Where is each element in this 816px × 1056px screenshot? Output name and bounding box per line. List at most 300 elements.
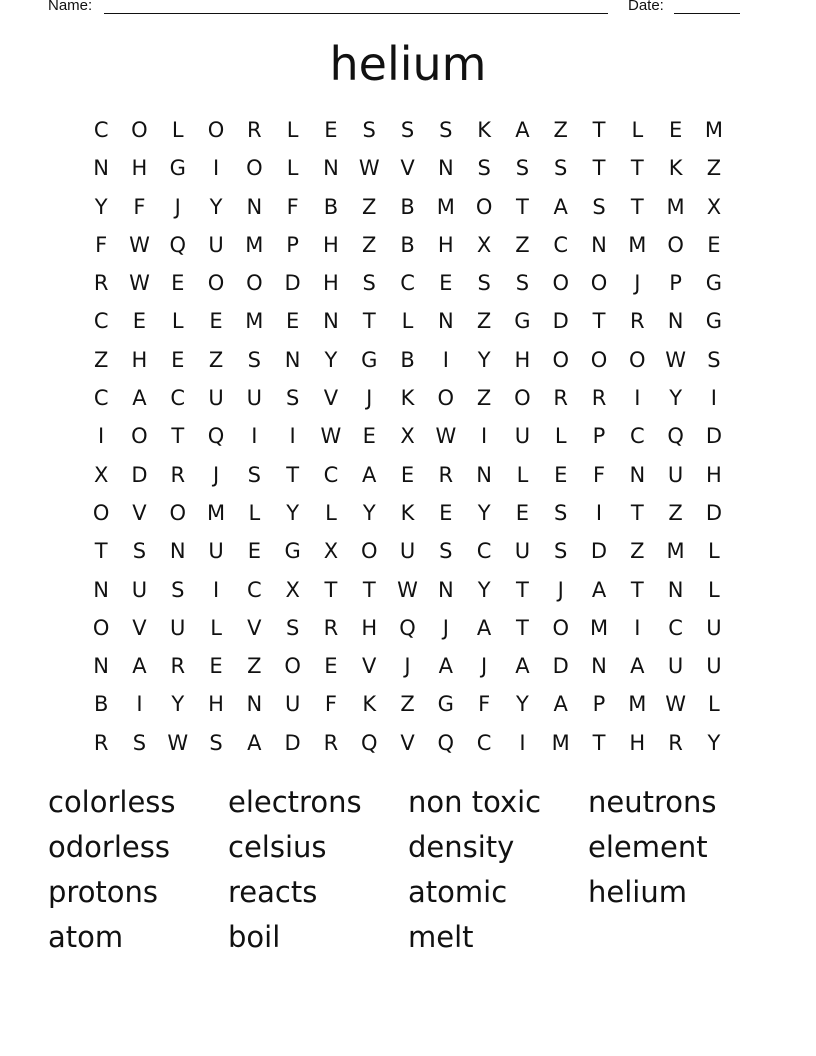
grid-letter: M xyxy=(206,500,226,525)
grid-letter: E xyxy=(324,654,338,679)
grid-letter: T xyxy=(630,194,644,219)
grid-letter: S xyxy=(477,156,491,181)
grid-letter: N xyxy=(246,194,263,219)
grid-letter: P xyxy=(592,692,606,717)
grid-letter: M xyxy=(551,730,570,755)
grid-letter: W xyxy=(397,577,418,602)
grid-letter: S xyxy=(439,539,453,564)
grid-letter: I xyxy=(634,615,641,640)
grid-letter: L xyxy=(248,500,261,525)
grid-letter: F xyxy=(133,194,146,219)
grid-letter: T xyxy=(630,500,644,525)
grid-letter: L xyxy=(171,309,184,334)
grid-letter: Z xyxy=(93,347,109,372)
grid-letter: W xyxy=(129,232,150,257)
grid-letter: E xyxy=(209,654,223,679)
grid-letter: O xyxy=(284,654,301,679)
grid-letter: E xyxy=(400,462,415,487)
grid-letter: I xyxy=(710,386,717,411)
word-list-item: melt xyxy=(408,920,474,954)
grid-letter: N xyxy=(667,577,684,602)
grid-letter: D xyxy=(552,309,569,334)
word-list-item: non toxic xyxy=(408,785,542,819)
grid-letter: Y xyxy=(477,500,491,525)
grid-letter: J xyxy=(404,654,411,679)
word-list-item: helium xyxy=(588,875,687,909)
grid-letter: D xyxy=(131,462,148,487)
grid-letter: Z xyxy=(515,232,530,257)
grid-letter: A xyxy=(515,118,530,142)
grid-letter: E xyxy=(209,309,223,334)
grid-letter: N xyxy=(437,577,454,602)
grid-letter: I xyxy=(519,730,526,755)
grid-letter: O xyxy=(131,118,148,142)
grid-letter: S xyxy=(132,730,147,755)
grid-letter: R xyxy=(170,462,186,487)
name-label: Name: xyxy=(48,0,93,14)
grid-letter: T xyxy=(630,577,644,602)
grid-letter: D xyxy=(284,271,301,296)
grid-letter: C xyxy=(668,615,683,640)
grid-letter: E xyxy=(515,500,530,525)
grid-letter: M xyxy=(666,539,685,564)
grid-letter: S xyxy=(707,347,721,372)
grid-letter: Y xyxy=(94,194,108,219)
grid-letter: W xyxy=(167,730,189,755)
grid-letter: O xyxy=(437,386,455,411)
grid-letter: I xyxy=(98,424,105,449)
grid-letter: L xyxy=(401,309,414,334)
grid-letter: T xyxy=(592,118,606,142)
grid-letter: O xyxy=(590,271,608,296)
grid-letter: S xyxy=(285,386,300,411)
grid-letter: L xyxy=(631,118,644,142)
word-list-item: neutrons xyxy=(588,785,717,819)
grid-letter: I xyxy=(212,577,220,602)
grid-letter: O xyxy=(360,539,378,564)
grid-letter: V xyxy=(362,654,377,679)
grid-letter: Z xyxy=(476,386,492,411)
grid-letter: W xyxy=(129,271,150,296)
grid-letter: J xyxy=(557,577,564,602)
grid-letter: T xyxy=(362,577,376,602)
word-list-item: colorless xyxy=(48,785,176,819)
word-list-item: atomic xyxy=(408,875,508,909)
grid-letter: O xyxy=(169,500,186,525)
grid-letter: U xyxy=(514,424,531,449)
grid-letter: A xyxy=(362,462,377,487)
grid-letter: U xyxy=(667,654,684,679)
grid-letter: P xyxy=(286,232,299,257)
grid-letter: D xyxy=(284,730,301,755)
grid-letter: W xyxy=(435,424,457,449)
grid-letter: A xyxy=(515,654,530,679)
grid-letter: Q xyxy=(360,730,378,755)
grid-letter: B xyxy=(400,232,415,257)
grid-letter: X xyxy=(93,462,109,487)
grid-letter: M xyxy=(704,118,723,142)
grid-letter: Q xyxy=(667,424,684,449)
grid-letter: T xyxy=(592,730,606,755)
grid-letter: N xyxy=(323,309,339,334)
grid-letter: U xyxy=(208,232,224,257)
grid-letter: D xyxy=(705,424,722,449)
grid-letter: O xyxy=(131,424,148,449)
grid-letter: M xyxy=(628,232,647,257)
grid-letter: M xyxy=(589,615,609,640)
grid-letter: N xyxy=(591,654,607,679)
grid-letter: G xyxy=(514,309,531,334)
grid-letter: J xyxy=(366,386,373,411)
grid-letter: D xyxy=(705,500,722,525)
grid-letter: S xyxy=(515,271,530,296)
grid-letter: T xyxy=(516,615,529,640)
grid-letter: G xyxy=(284,539,301,564)
grid-letter: G xyxy=(169,156,186,181)
grid-letter: T xyxy=(630,156,644,181)
grid-letter: I xyxy=(481,424,488,449)
word-list xyxy=(48,780,768,960)
grid-letter: V xyxy=(323,386,339,411)
grid-letter: Y xyxy=(707,730,721,755)
word-list-item: protons xyxy=(48,875,159,909)
grid-letter: S xyxy=(400,118,415,142)
grid-letter: L xyxy=(554,424,567,449)
grid-letter: I xyxy=(442,347,449,372)
date-label: Date: xyxy=(628,0,664,14)
grid-letter: Z xyxy=(630,539,645,564)
word-list-item: boil xyxy=(228,920,281,954)
grid-letter: F xyxy=(592,462,606,487)
grid-letter: C xyxy=(553,232,569,257)
grid-letter: E xyxy=(171,271,185,296)
grid-letter: O xyxy=(207,271,225,296)
grid-letter: R xyxy=(553,386,568,411)
grid-letter: E xyxy=(285,309,300,334)
grid-letter: H xyxy=(208,692,224,717)
grid-letter: Y xyxy=(286,500,300,525)
grid-letter: Z xyxy=(247,654,262,679)
grid-letter: A xyxy=(247,730,262,755)
grid-letter: Y xyxy=(477,577,491,602)
grid-letter: U xyxy=(514,539,531,564)
grid-letter: S xyxy=(362,118,376,142)
grid-letter: L xyxy=(286,156,299,181)
grid-letter: V xyxy=(400,730,415,755)
grid-letter: L xyxy=(708,539,720,564)
grid-letter: J xyxy=(212,462,220,487)
grid-letter: U xyxy=(131,577,148,602)
grid-letter: C xyxy=(476,539,492,564)
grid-letter: S xyxy=(171,577,185,602)
grid-letter: W xyxy=(665,347,686,372)
grid-letter: N xyxy=(437,156,454,181)
grid-letter: A xyxy=(553,194,568,219)
grid-letter: B xyxy=(323,194,339,219)
grid-letter: R xyxy=(93,271,109,296)
grid-letter: O xyxy=(552,271,569,296)
grid-letter: X xyxy=(285,577,300,602)
grid-letter: N xyxy=(93,156,109,181)
grid-letter: J xyxy=(174,194,181,219)
grid-letter: E xyxy=(439,271,453,296)
word-list-item: celsius xyxy=(228,830,327,864)
grid-letter: H xyxy=(323,232,339,257)
grid-letter: N xyxy=(93,577,109,602)
grid-letter: T xyxy=(362,309,376,334)
grid-letter: Z xyxy=(476,309,492,334)
grid-letter: A xyxy=(132,654,147,679)
grid-letter: S xyxy=(247,347,261,372)
grid-letter: N xyxy=(629,462,646,487)
grid-letter: K xyxy=(477,118,491,142)
grid-letter: L xyxy=(171,118,184,142)
grid-letter: Q xyxy=(399,615,416,640)
grid-letter: X xyxy=(706,194,722,219)
grid-letter: I xyxy=(634,386,641,411)
grid-letter: N xyxy=(476,462,492,487)
grid-letter: N xyxy=(437,309,454,334)
grid-letter: C xyxy=(93,386,109,411)
grid-letter: C xyxy=(400,271,415,296)
grid-letter: K xyxy=(400,500,415,525)
grid-letter: H xyxy=(131,347,148,372)
grid-letter: E xyxy=(247,539,261,564)
grid-letter: U xyxy=(208,539,224,564)
grid-letter: G xyxy=(437,692,454,717)
grid-letter: T xyxy=(592,156,606,181)
grid-letter: X xyxy=(476,232,492,257)
grid-letter: N xyxy=(323,156,339,181)
grid-letter: E xyxy=(439,500,453,525)
grid-letter: O xyxy=(514,386,531,411)
grid-letter: C xyxy=(93,309,109,334)
grid-letter: R xyxy=(591,386,607,411)
grid-letter: X xyxy=(400,424,415,449)
grid-letter: N xyxy=(93,654,109,679)
grid-letter: V xyxy=(132,615,147,640)
grid-letter: M xyxy=(666,194,685,219)
word-list-item: density xyxy=(408,830,515,864)
grid-letter: M xyxy=(245,232,264,257)
grid-letter: O xyxy=(629,347,646,372)
grid-letter: S xyxy=(362,271,376,296)
grid-letter: F xyxy=(478,692,491,717)
grid-letter: S xyxy=(132,539,147,564)
grid-letter: S xyxy=(477,271,491,296)
grid-letter: H xyxy=(706,462,722,487)
grid-letter: P xyxy=(669,271,682,296)
grid-letter: Y xyxy=(516,692,529,717)
grid-letter: I xyxy=(289,424,296,449)
grid-letter: C xyxy=(247,577,262,602)
grid-letter: I xyxy=(136,692,143,717)
word-list-item: electrons xyxy=(228,785,362,819)
grid-letter: L xyxy=(286,118,299,142)
grid-letter: A xyxy=(476,615,492,640)
grid-letter: W xyxy=(358,156,380,181)
grid-letter: O xyxy=(552,347,569,372)
grid-letter: O xyxy=(207,118,225,142)
grid-letter: Q xyxy=(207,424,225,449)
grid-letter: F xyxy=(95,232,108,257)
grid-letter: C xyxy=(629,424,645,449)
grid-letter: M xyxy=(436,194,455,219)
grid-letter: M xyxy=(628,692,647,717)
grid-letter: R xyxy=(323,615,339,640)
grid-letter: B xyxy=(93,692,109,717)
grid-letter: O xyxy=(246,156,263,181)
grid-letter: W xyxy=(665,692,686,717)
grid-letter: G xyxy=(705,271,723,296)
grid-letter: E xyxy=(707,232,721,257)
grid-letter: O xyxy=(92,500,110,525)
grid-letter: A xyxy=(132,386,147,411)
word-list-item: element xyxy=(588,830,708,864)
grid-letter: G xyxy=(361,347,378,372)
grid-letter: J xyxy=(634,271,641,296)
grid-letter: E xyxy=(132,309,147,334)
grid-letter: T xyxy=(94,539,108,564)
grid-letter: N xyxy=(284,347,301,372)
grid-letter: H xyxy=(131,156,148,181)
grid-letter: Y xyxy=(477,347,491,372)
grid-letter: T xyxy=(516,194,529,219)
grid-letter: I xyxy=(251,424,258,449)
grid-letter: U xyxy=(706,615,722,640)
grid-letter: V xyxy=(400,156,415,181)
grid-letter: Y xyxy=(171,692,185,717)
date-write-line[interactable] xyxy=(674,13,740,14)
grid-letter: A xyxy=(630,654,645,679)
grid-letter: D xyxy=(552,654,569,679)
grid-letter: R xyxy=(438,462,454,487)
grid-letter: O xyxy=(92,615,110,640)
grid-letter: K xyxy=(400,386,415,411)
grid-letter: U xyxy=(284,692,301,717)
grid-letter: H xyxy=(361,615,378,640)
grid-letter: E xyxy=(554,462,568,487)
grid-letter: E xyxy=(668,118,683,142)
grid-letter: H xyxy=(629,730,646,755)
grid-letter: V xyxy=(247,615,262,640)
grid-letter: X xyxy=(323,539,339,564)
grid-letter: U xyxy=(667,462,684,487)
grid-letter: B xyxy=(400,347,415,372)
grid-letter: F xyxy=(286,194,299,219)
grid-letter: O xyxy=(552,615,569,640)
grid-letter: S xyxy=(592,194,606,219)
grid-letter: E xyxy=(324,118,338,142)
word-list-item: reacts xyxy=(228,875,318,909)
grid-letter: I xyxy=(212,156,220,181)
grid-letter: R xyxy=(668,730,683,755)
grid-letter: A xyxy=(438,654,453,679)
grid-letter: L xyxy=(708,692,720,717)
grid-letter: Y xyxy=(324,347,338,372)
grid-letter: L xyxy=(708,577,720,602)
grid-letter: T xyxy=(324,577,338,602)
grid-letter: Z xyxy=(362,232,377,257)
grid-letter: Q xyxy=(437,730,455,755)
word-list-item: odorless xyxy=(48,830,170,864)
grid-letter: E xyxy=(171,347,185,372)
grid-letter: U xyxy=(170,615,186,640)
grid-letter: J xyxy=(442,615,449,640)
grid-letter: R xyxy=(323,730,339,755)
grid-letter: Y xyxy=(669,386,683,411)
grid-letter: S xyxy=(515,156,530,181)
grid-letter: H xyxy=(437,232,454,257)
grid-letter: O xyxy=(246,271,263,296)
grid-letter: T xyxy=(516,577,529,602)
name-write-line[interactable] xyxy=(104,13,608,14)
grid-letter: G xyxy=(705,309,723,334)
grid-letter: T xyxy=(286,462,300,487)
letter-grid xyxy=(82,111,733,762)
grid-letter: R xyxy=(170,654,186,679)
grid-letter: Z xyxy=(362,194,377,219)
grid-letter: C xyxy=(323,462,339,487)
grid-letter: Z xyxy=(706,156,722,181)
grid-letter: U xyxy=(208,386,224,411)
grid-letter: Z xyxy=(553,118,568,142)
grid-letter: Z xyxy=(668,500,683,525)
grid-letter: Q xyxy=(169,232,186,257)
grid-letter: Y xyxy=(362,500,376,525)
grid-letter: Y xyxy=(209,194,223,219)
word-list-item: atom xyxy=(48,920,124,954)
grid-letter: N xyxy=(667,309,684,334)
grid-letter: E xyxy=(362,424,376,449)
grid-letter: K xyxy=(362,692,377,717)
grid-letter: S xyxy=(554,156,568,181)
grid-letter: P xyxy=(592,424,606,449)
grid-letter: L xyxy=(516,462,529,487)
grid-letter: S xyxy=(209,730,223,755)
header-line xyxy=(48,0,740,19)
grid-letter: I xyxy=(595,500,603,525)
grid-letter: Z xyxy=(400,692,415,717)
grid-letter: Z xyxy=(208,347,224,372)
grid-letter: O xyxy=(475,194,493,219)
grid-letter: R xyxy=(247,118,262,142)
grid-letter: U xyxy=(706,654,722,679)
grid-letter: C xyxy=(93,118,109,142)
grid-letter: S xyxy=(554,539,568,564)
grid-letter: S xyxy=(247,462,261,487)
grid-letter: W xyxy=(320,424,342,449)
grid-letter: V xyxy=(132,500,147,525)
grid-letter: N xyxy=(591,232,607,257)
grid-letter: S xyxy=(554,500,568,525)
grid-letter: F xyxy=(324,692,337,717)
grid-letter: U xyxy=(399,539,416,564)
grid-letter: K xyxy=(668,156,683,181)
grid-letter: S xyxy=(285,615,300,640)
grid-letter: J xyxy=(481,654,488,679)
page-title: helium xyxy=(329,37,487,91)
grid-letter: A xyxy=(553,692,568,717)
grid-letter: H xyxy=(514,347,531,372)
grid-letter: O xyxy=(590,347,608,372)
grid-letter: N xyxy=(246,692,263,717)
grid-letter: R xyxy=(93,730,109,755)
grid-letter: D xyxy=(590,539,608,564)
grid-letter: T xyxy=(171,424,185,449)
grid-letter: U xyxy=(246,386,263,411)
grid-letter: L xyxy=(325,500,337,525)
